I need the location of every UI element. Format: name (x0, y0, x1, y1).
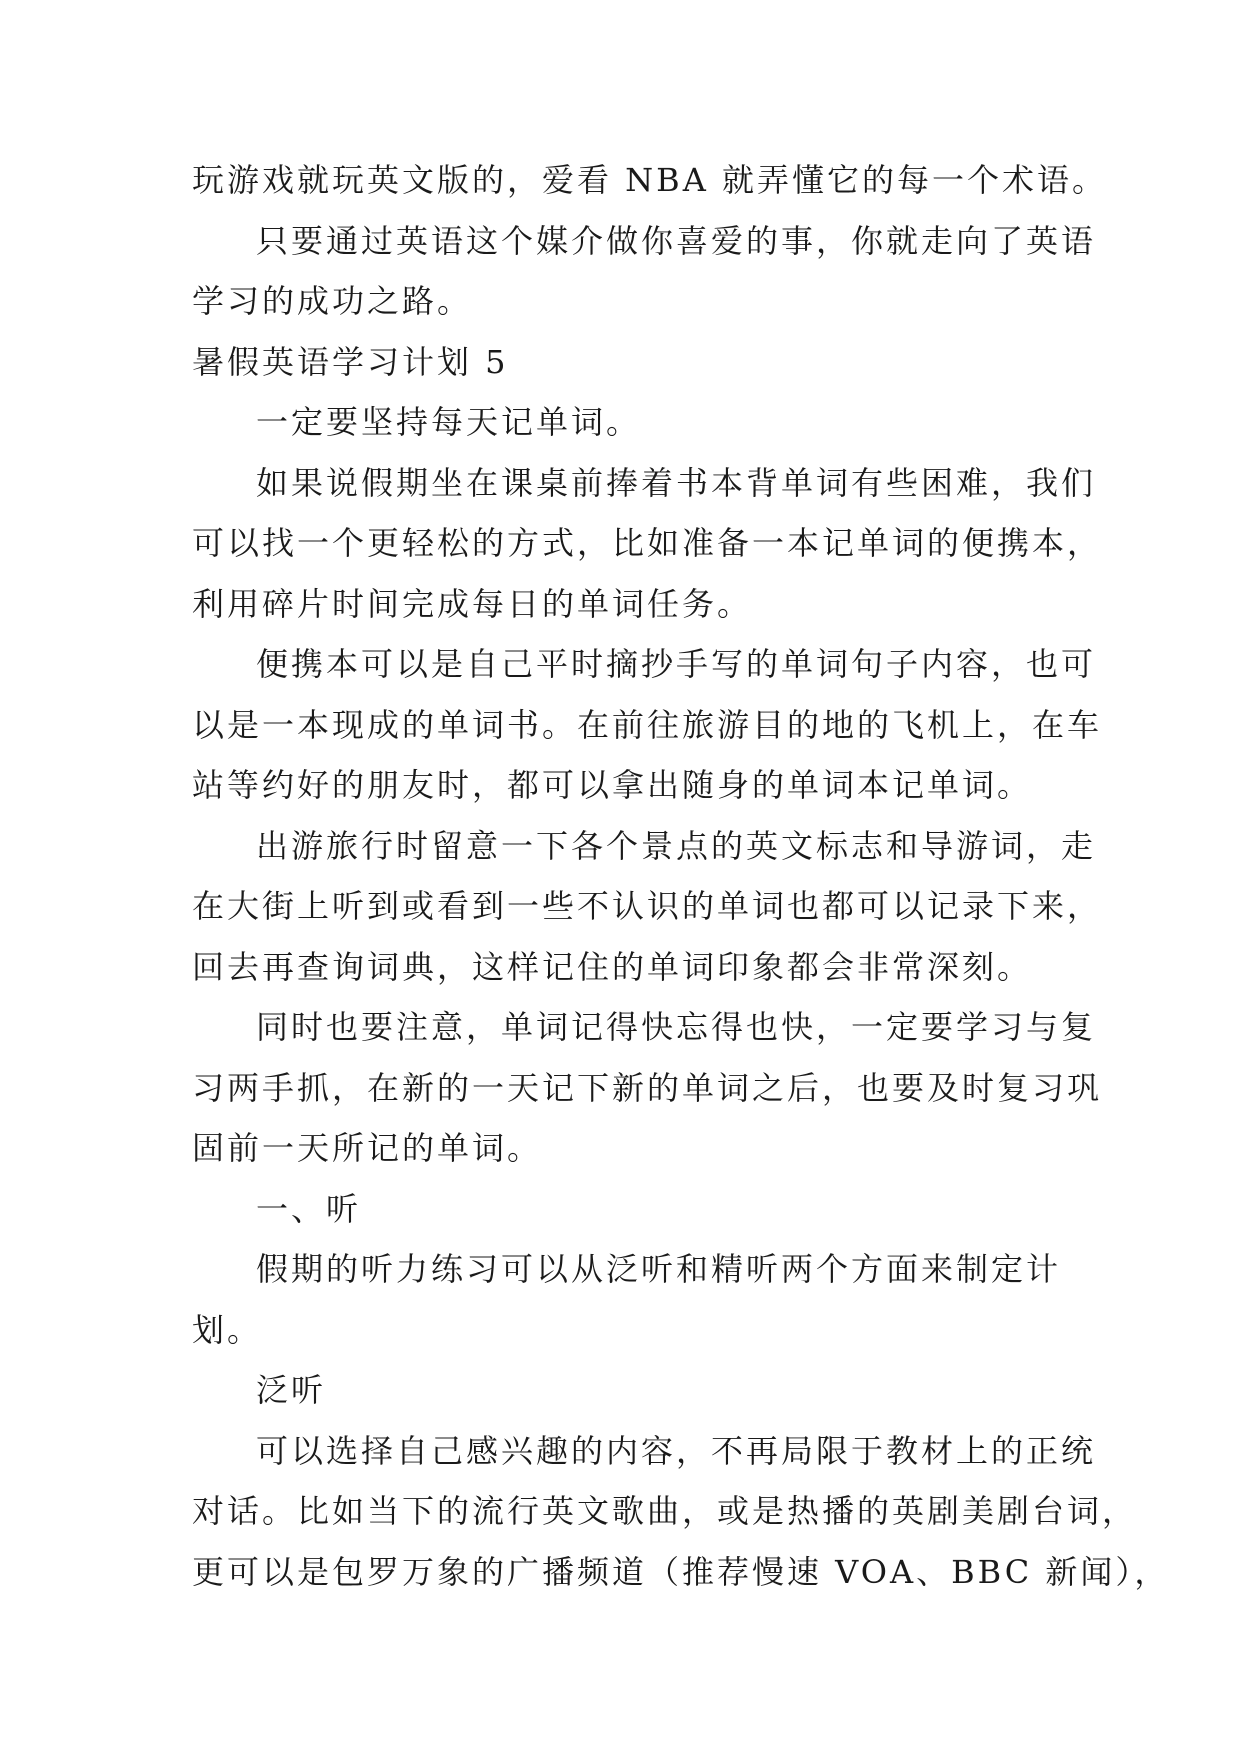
text-line: 在大街上听到或看到一些不认识的单词也都可以记录下来， (192, 887, 1103, 925)
text-line: 可以找一个更轻松的方式，比如准备一本记单词的便携本， (192, 524, 1103, 562)
text-line: 一定要坚持每天记单词。 (256, 403, 642, 441)
text-line: 玩游戏就玩英文版的，爱看 NBA 就弄懂它的每一个术语。 (192, 161, 1107, 199)
text-line: 出游旅行时留意一下各个景点的英文标志和导游词，走 (256, 826, 1097, 865)
text-line: 对话。比如当下的流行英文歌曲，或是热播的英剧美剧台词， (192, 1492, 1138, 1530)
subsection-heading: 一、听 (256, 1189, 362, 1228)
text-line: 固前一天所记的单词。 (192, 1129, 543, 1167)
text-line: 站等约好的朋友时，都可以拿出随身的单词本记单词。 (192, 766, 1033, 804)
text-line: 便携本可以是自己平时摘抄手写的单词句子内容，也可 (256, 645, 1097, 683)
text-line: 以是一本现成的单词书。在前往旅游目的地的飞机上，在车 (192, 705, 1103, 744)
text-line: 假期的听力练习可以从泛听和精听两个方面来制定计 (256, 1250, 1062, 1288)
text-line: 利用碎片时间完成每日的单词任务。 (192, 584, 753, 623)
text-line: 学习的成功之路。 (192, 282, 473, 320)
text-line: 习两手抓，在新的一天记下新的单词之后，也要及时复习巩 (192, 1068, 1103, 1107)
text-line: 如果说假期坐在课桌前捧着书本背单词有些困难，我们 (256, 463, 1097, 502)
text-line: 只要通过英语这个媒介做你喜爱的事，你就走向了英语 (256, 221, 1097, 260)
text-line: 更可以是包罗万象的广播频道（推荐慢速 VOA、BBC 新闻）， (192, 1552, 1170, 1591)
text-line: 同时也要注意，单词记得快忘得也快，一定要学习与复 (256, 1008, 1097, 1046)
text-line: 划。 (192, 1310, 263, 1349)
section-heading: 暑假英语学习计划 5 (192, 342, 509, 381)
text-line: 回去再查询词典，这样记住的单词印象都会非常深刻。 (192, 947, 1033, 986)
text-line: 可以选择自己感兴趣的内容，不再局限于教材上的正统 (256, 1431, 1097, 1470)
document-body (192, 150, 1170, 1602)
subsection-heading: 泛听 (256, 1371, 327, 1409)
